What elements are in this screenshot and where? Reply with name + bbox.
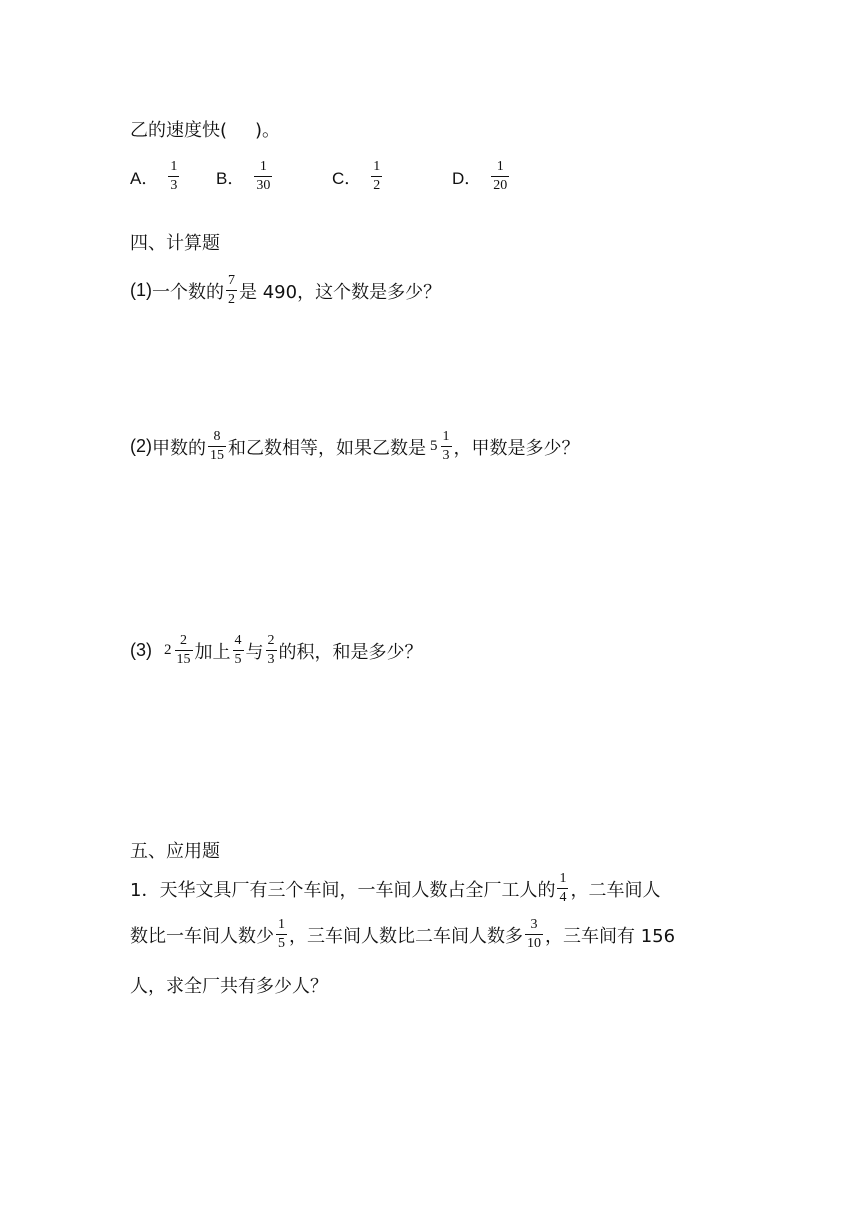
fraction: $\frac{1}{3}$ [442, 429, 450, 463]
problem-text: 甲数的 [152, 437, 206, 459]
fraction: $\frac{4}{5}$ [234, 633, 242, 667]
option-label: B． [216, 169, 245, 188]
fraction: $\frac{3}{10}$ [527, 917, 541, 951]
mixed-number: 2 $\frac{2}{15}$ [164, 633, 191, 667]
question-stem [130, 116, 280, 142]
section-title: 五、应用题 [130, 841, 220, 862]
problem-text: 加上 [194, 641, 231, 663]
problem-text: 是 490，这个数是多少？ [239, 281, 442, 303]
fraction: $\frac{1}{30}$ [256, 159, 271, 193]
fraction: $\frac{7}{2}$ [228, 273, 235, 307]
fraction: $\frac{1}{2}$ [373, 159, 381, 193]
problem-text: 的积，和是多少？ [278, 641, 423, 663]
problem-text: ，三车间有 156 [545, 925, 676, 947]
calc-problem-1 [130, 274, 441, 307]
problem-text: 与 [245, 641, 264, 663]
problem-index: (3) [130, 640, 152, 660]
fraction: $\frac{1}{3}$ [170, 159, 178, 193]
app-problem-1-line-3: 人，求全厂共有多少人？ [130, 976, 328, 997]
option-c [332, 160, 384, 193]
fraction: $\frac{1}{20}$ [493, 159, 508, 193]
app-problem-1-line-1 [130, 872, 660, 905]
problem-text: 一个数的 [152, 281, 224, 303]
fraction: $\frac{2}{3}$ [267, 633, 275, 667]
fraction: $\frac{2}{15}$ [176, 633, 191, 667]
problem-text: 数比一车间人数少 [130, 925, 274, 947]
problem-index: (2) [130, 436, 152, 456]
problem-text: 和乙数相等，如果乙数是 [228, 437, 426, 459]
question-stem-tail: )。 [255, 120, 281, 141]
option-label: A． [130, 169, 159, 188]
mixed-number: 5 $\frac{1}{3}$ [430, 429, 450, 463]
question-stem-text: 乙的速度快( [130, 120, 228, 141]
option-d [452, 160, 511, 193]
problem-text: ，甲数是多少？ [453, 437, 580, 459]
calc-problem-2 [130, 430, 580, 463]
fraction: $\frac{1}{5}$ [278, 917, 285, 951]
option-a [130, 160, 181, 193]
option-b [216, 160, 274, 193]
problem-text: ，二车间人 [570, 879, 661, 901]
app-problem-1-line-2 [130, 918, 675, 951]
fraction: $\frac{1}{4}$ [559, 871, 567, 905]
option-label: D． [452, 169, 482, 188]
section-title: 四、计算题 [130, 233, 220, 254]
problem-text: ，三车间人数比二车间人数多 [289, 925, 523, 947]
problem-text: 1．天华文具厂有三个车间，一车间人数占全厂工人的 [130, 879, 556, 901]
option-label: C． [332, 169, 362, 188]
problem-index: (1) [130, 280, 152, 300]
fraction: $\frac{8}{15}$ [210, 429, 224, 463]
calc-problem-3 [130, 634, 423, 667]
